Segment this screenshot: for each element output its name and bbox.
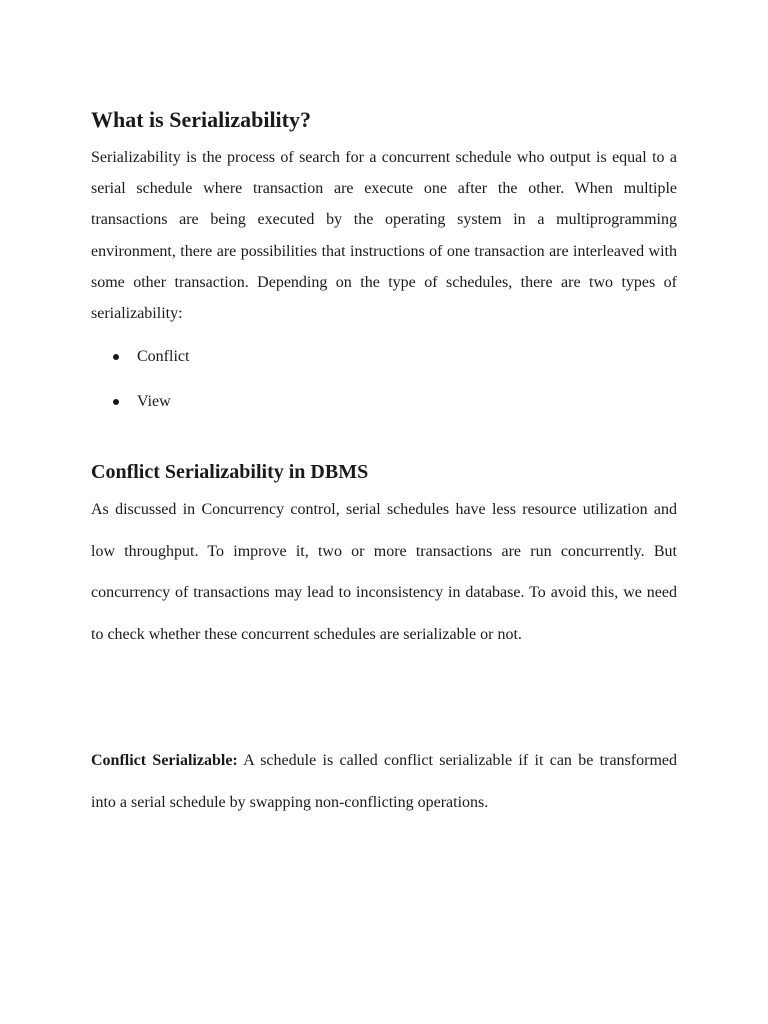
heading-what-is-serializability: What is Serializability? bbox=[91, 107, 311, 132]
list-item bbox=[91, 343, 189, 388]
bullet-icon bbox=[113, 354, 119, 360]
paragraph-conflict-definition bbox=[91, 740, 677, 824]
definition-text: A schedule is called conflict serializable if it can be transformed into a serial schedule by swapping non-conflicting operations. bbox=[91, 752, 677, 811]
list-item-label: Conflict bbox=[137, 348, 190, 365]
serializability-types-list bbox=[91, 343, 189, 433]
list-item bbox=[91, 388, 189, 433]
paragraph-serializability-intro: Serializability is the process of search for a concurrent schedule who output is equal to a serial schedule where transaction are execute one after the other. When multiple transactions are being executed by the operating system in a multiprogramming environment, there are possibilities that instructions of one transaction are interleaved with some other transaction. Depending on the type of schedules, there are two types of serializability: bbox=[91, 149, 677, 323]
bullet-icon bbox=[113, 399, 119, 405]
list-item-label: View bbox=[137, 393, 171, 410]
heading-conflict-serializability: Conflict Serializability in DBMS bbox=[91, 461, 369, 483]
paragraph-conflict-intro: As discussed in Concurrency control, serial schedules have less resource utilization and low throughput. To improve it, two or more transactions are run concurrently. But concurrency of transactions may lead to inconsistency in database. To avoid this, we need to check whether these concurrent schedules are serializable or not. bbox=[91, 501, 677, 643]
definition-term: Conflict Serializable: bbox=[91, 752, 238, 769]
